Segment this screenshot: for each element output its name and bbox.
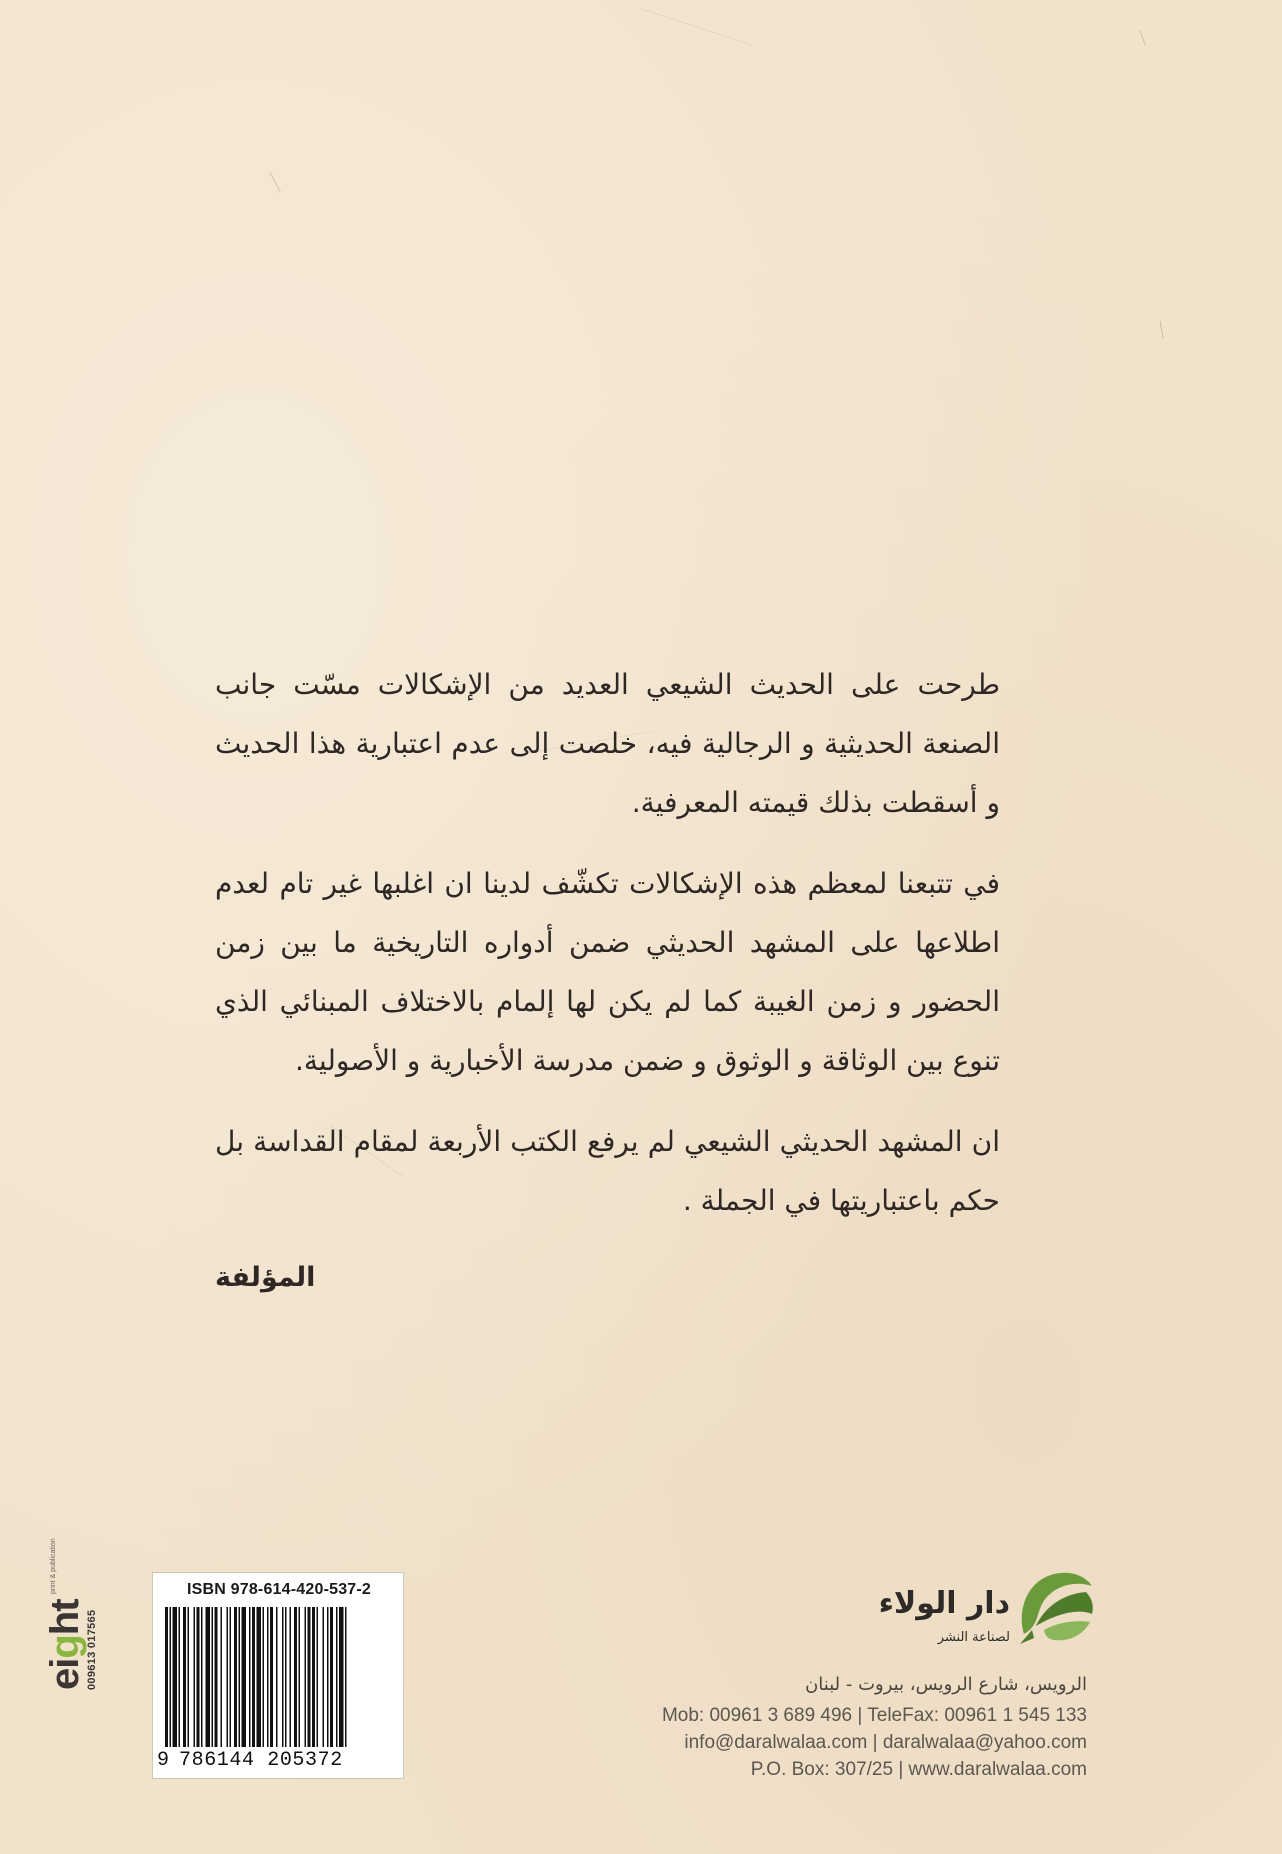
barcode-bar <box>312 1607 315 1747</box>
barcode-bar <box>345 1607 347 1747</box>
publisher-name: دار الولاء <box>878 1586 1010 1621</box>
barcode-bar <box>282 1607 284 1747</box>
barcode-bars <box>165 1607 393 1747</box>
barcode-bar <box>285 1607 287 1747</box>
back-cover-blurb <box>215 655 1000 1252</box>
barcode-bar <box>336 1607 338 1747</box>
barcode-bar <box>197 1607 200 1747</box>
barcode-bar <box>188 1607 190 1747</box>
blurb-paragraph-1: طرحت على الحديث الشيعي العديد من الإشكالات مسّت جانب الصنعة الحديثية و الرجالية فيه، خلصت إلى عدم اعتبارية هذا الحديث و أسقطت بذلك قيمته المعرفية. <box>215 668 1000 819</box>
barcode-bar <box>170 1607 172 1747</box>
barcode-bar <box>339 1607 344 1747</box>
printer-name: eight <box>43 1599 87 1690</box>
barcode-bar <box>221 1607 223 1747</box>
barcode-bar <box>294 1607 297 1747</box>
barcode-bar <box>179 1607 181 1747</box>
printer-logo <box>44 1490 96 1690</box>
barcode-bar <box>230 1607 232 1747</box>
barcode-bar <box>165 1607 168 1747</box>
barcode-bar <box>263 1607 265 1747</box>
publisher-phones: Mob: 00961 3 689 496 | TeleFax: 00961 1 545 133 <box>661 1705 1087 1726</box>
barcode-bar <box>249 1607 251 1747</box>
barcode-bar <box>242 1607 247 1747</box>
printer-phone: 009613 017565 <box>86 1609 98 1690</box>
barcode-bar <box>173 1607 178 1747</box>
publisher-po-box: P.O. Box: 307/25 | www.daralwalaa.com <box>750 1759 1087 1780</box>
barcode-bar <box>234 1607 237 1747</box>
paper-fiber <box>640 8 754 46</box>
barcode-bar <box>299 1607 301 1747</box>
barcode-bar <box>327 1607 329 1747</box>
barcode-bar <box>267 1607 269 1747</box>
barcode-bar <box>239 1607 241 1747</box>
barcode-bar <box>212 1607 214 1747</box>
barcode-bar <box>183 1607 186 1747</box>
barcode-bar <box>257 1607 262 1747</box>
barcode-bar <box>290 1607 292 1747</box>
paper-fiber <box>270 172 281 192</box>
barcode-bar <box>194 1607 196 1747</box>
barcode-lead-digit: 9 <box>157 1749 170 1772</box>
printer-subtitle: print & publication <box>50 1538 57 1594</box>
barcode-bar <box>201 1607 203 1747</box>
author-signature: المؤلفة <box>215 1262 316 1293</box>
barcode-bar <box>323 1607 325 1747</box>
publisher-tagline: لصناعة النشر <box>937 1630 1010 1645</box>
barcode-bar <box>317 1607 319 1747</box>
isbn-barcode <box>152 1572 404 1779</box>
blurb-paragraph-2: في تتبعنا لمعظم هذه الإشكالات تكشّف لدينا ان اغلبها غير تام لعدم اطلاعها على المشهد الحديثي ضمن أدواره التاريخية ما بين زمن الحضور و زمن الغيبة كما لم يكن لها إلمام بالاختلاف المبنائي الذي تنوع بين الوثاقة و الوثوق و ضمن مدرسة الأخبارية و الأصولية. <box>215 867 1000 1077</box>
barcode-bar <box>227 1607 229 1747</box>
isbn-label: ISBN 978-614-420-537-2 <box>186 1581 372 1598</box>
paper-fiber <box>1160 320 1164 338</box>
barcode-number: 786144 205372 <box>179 1749 343 1772</box>
barcode-digits <box>153 1749 405 1775</box>
publisher-address: الرويس، شارع الرويس، بيروت - لبنان <box>805 1674 1087 1695</box>
blurb-paragraph-3: ان المشهد الحديثي الشيعي لم يرفع الكتب الأربعة لمقام القداسة بل حكم باعتباريتها في الجملة . <box>215 1125 1000 1217</box>
barcode-bar <box>215 1607 218 1747</box>
barcode-bar <box>305 1607 307 1747</box>
barcode-bar <box>330 1607 333 1747</box>
barcode-bar <box>206 1607 211 1747</box>
barcode-bar <box>270 1607 273 1747</box>
barcode-bar <box>252 1607 255 1747</box>
speech-bubble-leaf-icon <box>1014 1564 1098 1648</box>
publisher-emails: info@daralwalaa.com | daralwalaa@yahoo.com <box>684 1732 1087 1753</box>
paper-fiber <box>1140 30 1146 45</box>
barcode-bar <box>308 1607 311 1747</box>
barcode-bar <box>276 1607 278 1747</box>
